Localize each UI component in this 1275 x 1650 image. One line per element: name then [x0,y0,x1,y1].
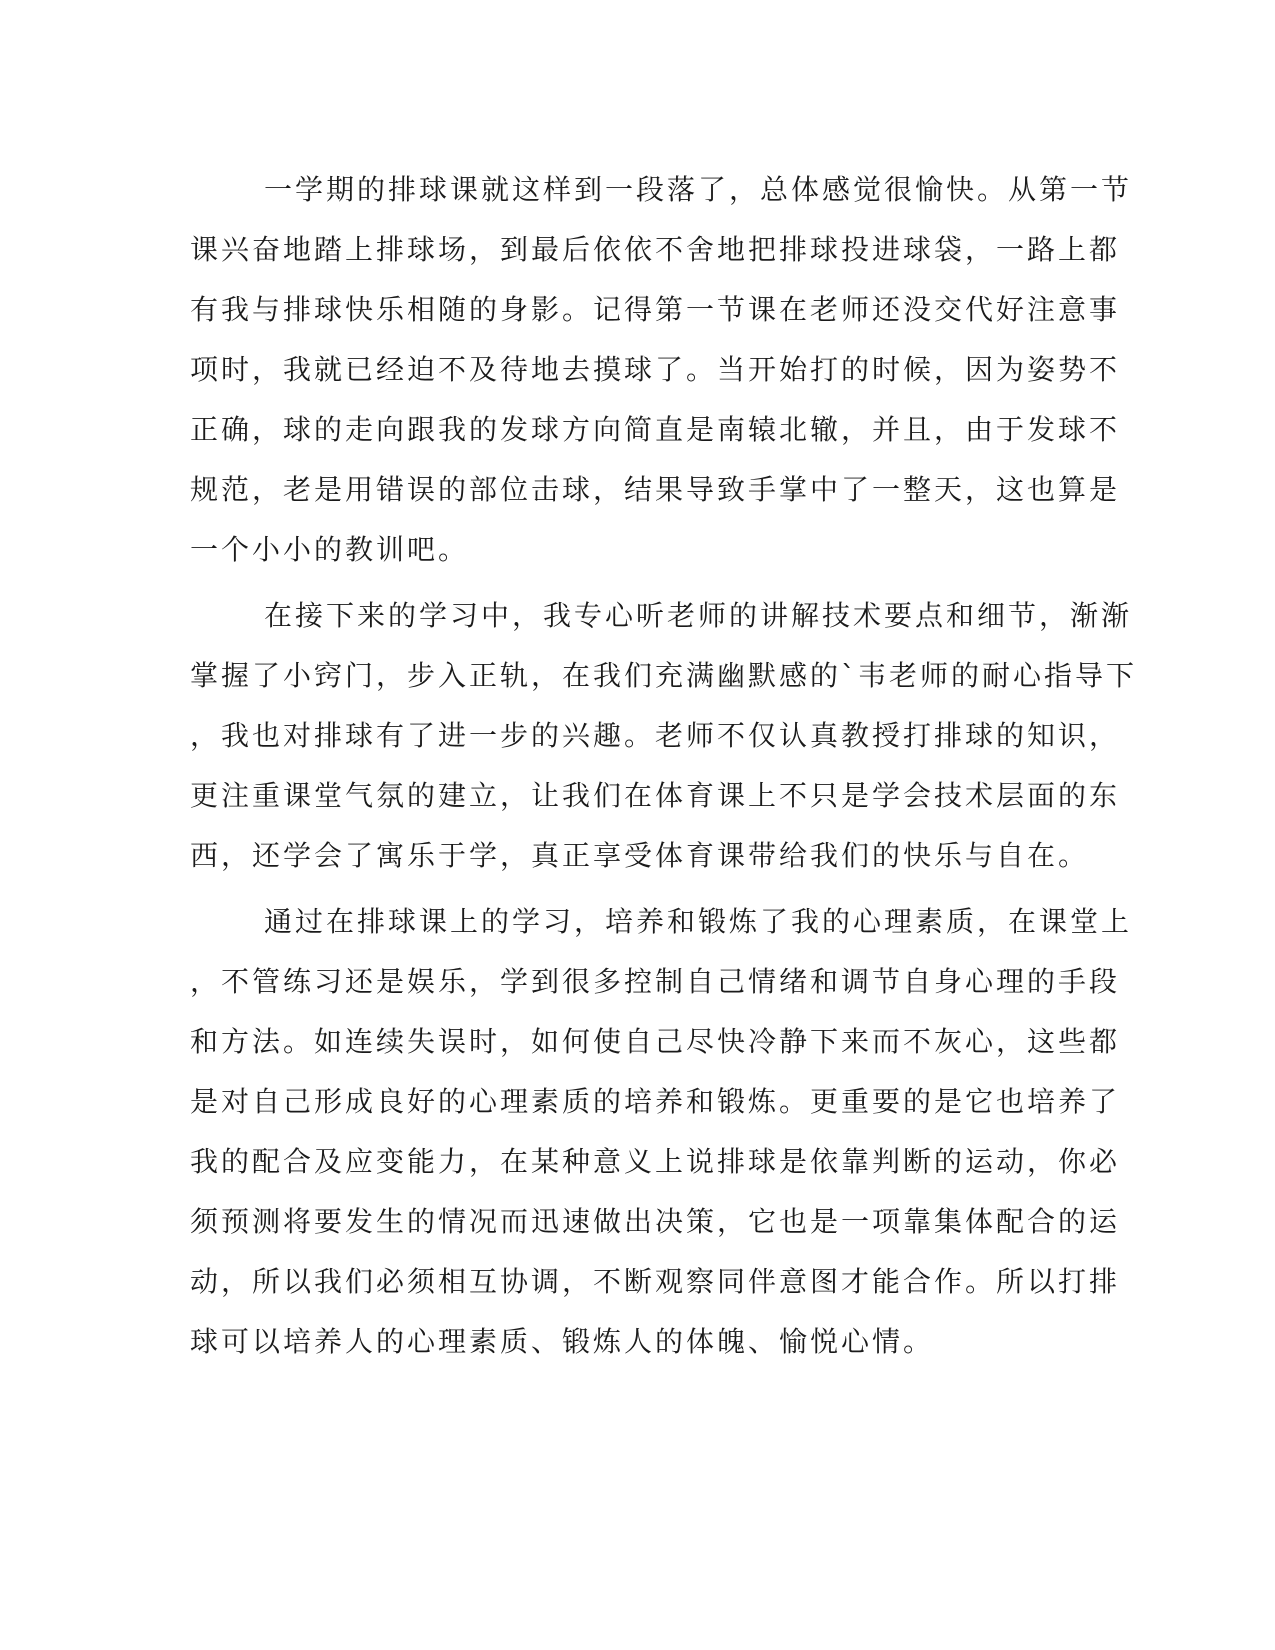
text-line: ，不管练习还是娱乐，学到很多控制自己情绪和调节自身心理的手段 [190,965,1121,998]
text-line: 规范，老是用错误的部位击球，结果导致手掌中了一整天，这也算是 [190,473,1121,506]
text-line: 是对自己形成良好的心理素质的培养和锻炼。更重要的是它也培养了 [190,1085,1121,1118]
text-line: 在接下来的学习中，我专心听老师的讲解技术要点和细节，渐渐 [264,599,1133,632]
text-line: 一个小小的教训吧。 [190,533,470,566]
text-line: 项时，我就已经迫不及待地去摸球了。当开始打的时候，因为姿势不 [190,353,1121,386]
text-line: 我的配合及应变能力，在某种意义上说排球是依靠判断的运动，你必 [190,1145,1121,1178]
text-line: 须预测将要发生的情况而迅速做出决策，它也是一项靠集体配合的运 [190,1205,1121,1238]
text-line: 和方法。如连续失误时，如何使自己尽快冷静下来而不灰心，这些都 [190,1025,1121,1058]
document-body [190,160,1138,1372]
text-line: 课兴奋地踏上排球场，到最后依依不舍地把排球投进球袋，一路上都 [190,233,1121,266]
text-line: 正确，球的走向跟我的发球方向简直是南辕北辙，并且，由于发球不 [190,413,1121,446]
text-line: 一学期的排球课就这样到一段落了，总体感觉很愉快。从第一节 [264,173,1133,206]
text-line: 有我与排球快乐相随的身影。记得第一节课在老师还没交代好注意事 [190,293,1121,326]
text-line: ，我也对排球有了进一步的兴趣。老师不仅认真教授打排球的知识， [190,719,1121,752]
text-line: 通过在排球课上的学习，培养和锻炼了我的心理素质，在课堂上 [264,905,1133,938]
paragraph-3 [190,892,1133,1372]
paragraph-1 [190,160,1133,580]
paragraph-2 [190,586,1138,886]
text-line: 西，还学会了寓乐于学，真正享受体育课带给我们的快乐与自在。 [190,839,1090,872]
text-line: 更注重课堂气氛的建立，让我们在体育课上不只是学会技术层面的东 [190,779,1121,812]
text-line: 掌握了小窍门，步入正轨，在我们充满幽默感的`韦老师的耐心指导下 [190,659,1138,692]
text-line: 球可以培养人的心理素质、锻炼人的体魄、愉悦心情。 [190,1325,935,1358]
text-line: 动，所以我们必须相互协调，不断观察同伴意图才能合作。所以打排 [190,1265,1121,1298]
